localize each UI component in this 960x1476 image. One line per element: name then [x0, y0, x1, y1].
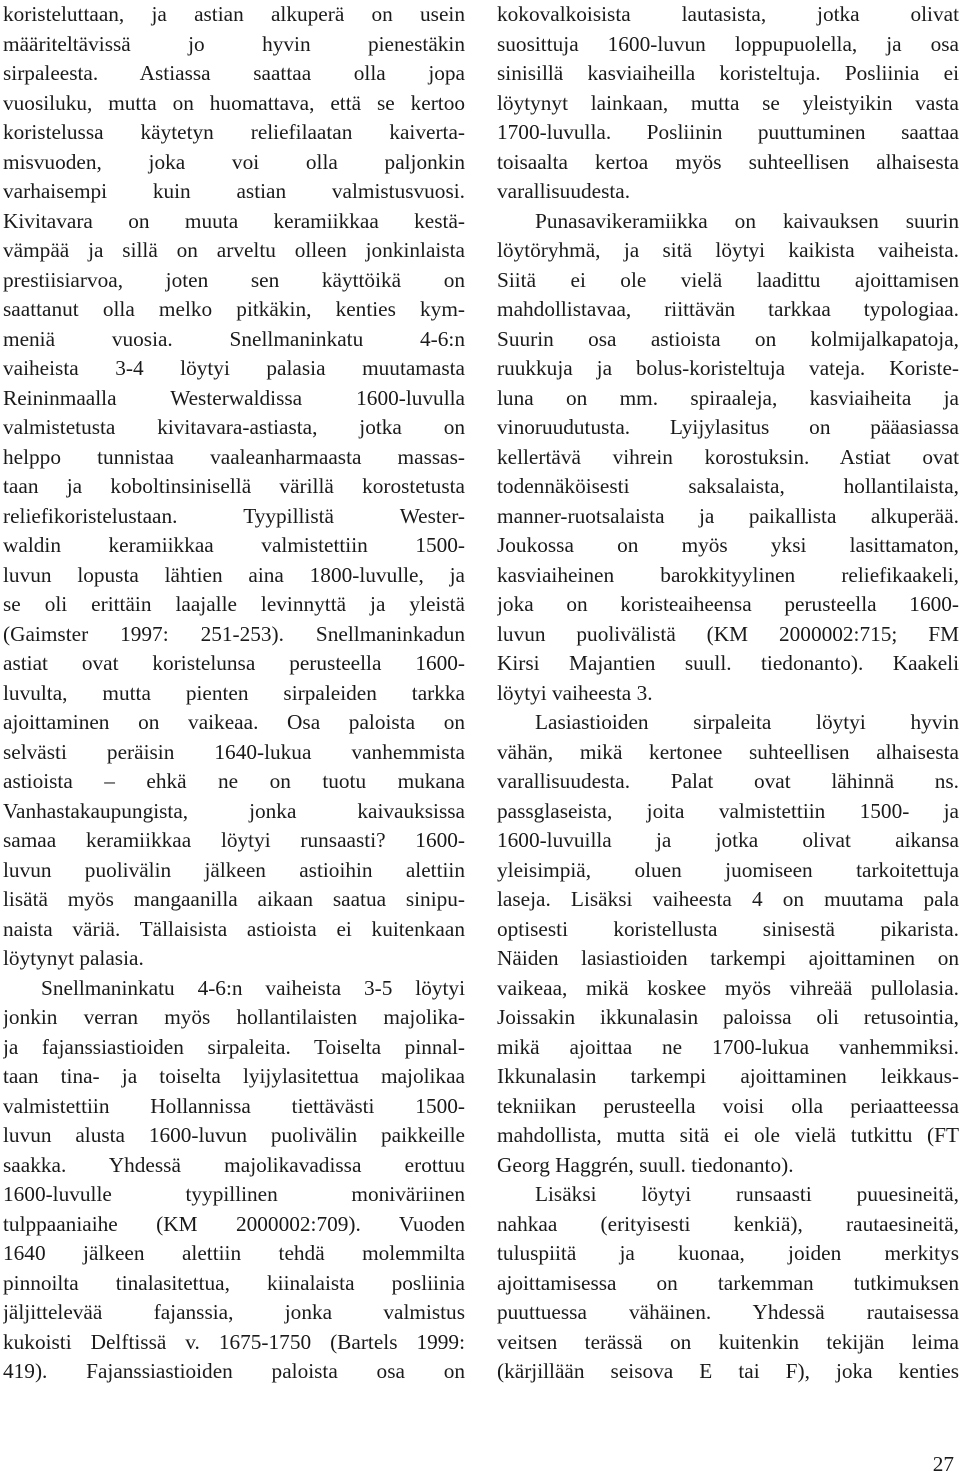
- text-line: Siitä ei ole vielä laadittu ajoittamisen: [497, 267, 959, 292]
- text-line: Reininmaalla Westerwaldissa 1600-luvulla: [3, 385, 465, 410]
- text-line: vämpää ja sillä on arveltu olleen jonkinlaista: [3, 238, 465, 262]
- text-line: helppo tunnistaa vaaleanharmaasta massas-: [3, 444, 465, 469]
- text-line: luna on mm. spiraaleja, kasviaiheita ja: [497, 385, 959, 410]
- text-line: Suurin osa astioista on kolmijalkapatoja,: [497, 326, 959, 351]
- text-line: 1640 jälkeen alettiin tehdä molemmilta: [3, 1241, 465, 1265]
- text-line: meniä vuosia. Snellmaninkatu 4-6:n: [3, 326, 465, 351]
- text-line: luvun alusta 1600-luvun puolivälin paikkeille: [3, 1123, 465, 1147]
- text-line: luvun puolivälin jälkeen astioihin alettiin: [3, 857, 465, 882]
- text-line: Kivitavara on muuta keramiikkaa kestä-: [3, 208, 465, 233]
- text-line: prestiisiarvoa, joten sen käyttöikä on: [3, 267, 465, 292]
- text-line: selvästi peräisin 1640-lukua vanhemmista: [3, 739, 465, 764]
- text-line: joka on koristeaiheensa perusteella 1600-: [497, 592, 959, 616]
- text-line: luvun puolivälistä (KM 2000002:715; FM: [497, 621, 959, 646]
- text-line: luvulta, mutta pienten sirpaleiden tarkka: [3, 680, 465, 705]
- text-line: manner-ruotsalaista ja paikallista alkuperää.: [497, 503, 959, 528]
- text-line: tuluspiitä ja kuonaa, joiden merkitys: [497, 1241, 959, 1265]
- text-line: vinoruudutusta. Lyijylasitus on pääasiassa: [497, 415, 959, 439]
- text-line: ja fajanssiastioiden sirpaleita. Toiselta pinnal-: [3, 1034, 465, 1059]
- text-line: vuosiluku, mutta on huomattava, että se kertoo: [3, 90, 465, 115]
- text-line: vaiheista 3-4 löytyi palasia muutamasta: [3, 356, 465, 380]
- text-line: (Gaimster 1997: 251-253). Snellmaninkadun: [3, 621, 465, 646]
- text-line: yleisimpiä, oluen juomiseen tarkoitettuja: [497, 857, 959, 882]
- text-line: waldin keramiikkaa valmistettiin 1500-: [3, 533, 465, 557]
- text-line: löytynyt palasia.: [3, 946, 144, 970]
- text-line: varhaisempi kuin astian valmistusvuosi.: [3, 179, 465, 203]
- text-line: ajoittaminen on vaikeaa. Osa paloista on: [3, 710, 465, 734]
- page-number: 27: [932, 1452, 954, 1476]
- text-line: vaikeaa, mikä koskee myös vihreää pullolasia.: [497, 975, 959, 1000]
- text-line: Kirsi Majantien suull. tiedonanto). Kaakeli: [497, 651, 959, 675]
- text-line: laseja. Lisäksi vaiheesta 4 on muutama pala: [497, 887, 959, 911]
- text-line: (kärjillään seisova E tai F), joka kenties: [497, 1359, 959, 1383]
- text-line: saattanut olla melko pitkäkin, kenties kym-: [3, 297, 465, 321]
- text-line: valmistettiin Hollannissa tiettävästi 1500-: [3, 1093, 465, 1118]
- text-line: Joissakin ikkunalasin paloissa oli retusointia,: [497, 1005, 959, 1029]
- text-line: 1600-luvulle tyypillinen moniväriinen: [3, 1182, 465, 1206]
- text-line: Lisäksi löytyi runsaasti puuesineitä,: [535, 1182, 959, 1206]
- text-line: saakka. Yhdessä majolikavadissa erottuu: [3, 1152, 465, 1177]
- text-line: optisesti koristellusta sinisestä pikarista.: [497, 916, 959, 941]
- text-line: luvun lopusta lähtien aina 1800-luvulle, ja: [3, 562, 465, 587]
- text-line: lisätä myös mangaanilla aikaan saatua sinipu-: [3, 887, 465, 911]
- text-line: löytöryhmä, ja sitä löytyi kaikista vaiheista.: [497, 238, 959, 262]
- text-line: mikä ajoittaa ne 1700-lukua vanhemmiksi.: [497, 1034, 959, 1059]
- text-line: ruukkuja ja bolus-koristeltuja vateja. Koriste-: [497, 356, 959, 380]
- text-line: tekniikan perusteella voisi olla periaatteessa: [497, 1093, 959, 1118]
- text-line: kokovalkoisista lautasista, jotka olivat: [497, 2, 959, 26]
- text-line: Näiden lasiastioiden tarkempi ajoittaminen on: [497, 946, 959, 970]
- text-line: mahdollista, mutta sitä ei ole vielä tutkittu (FT: [497, 1123, 959, 1147]
- text-line: Georg Haggrén, suull. tiedonanto).: [497, 1152, 794, 1177]
- text-line: pinnoilta tinalasitettua, kiinalaista posliinia: [3, 1270, 465, 1295]
- text-line: Vanhastakaupungista, jonka kaivauksissa: [3, 798, 465, 823]
- text-line: ajoittamisessa on tarkemman tutkimuksen: [497, 1270, 959, 1295]
- text-line: sirpaleesta. Astiassa saattaa olla jopa: [3, 61, 465, 85]
- text-line: suosittuja 1600-luvun loppupuolella, ja osa: [497, 31, 959, 56]
- text-line: passglaseista, joita valmistettiin 1500- ja: [497, 798, 959, 823]
- text-line: löytynyt lainkaan, mutta se yleistyikin vasta: [497, 90, 959, 115]
- text-line: taan ja koboltinsinisellä värillä korostetusta: [3, 474, 465, 498]
- text-line: astioista – ehkä ne on tuotu mukana: [3, 769, 465, 793]
- text-line: kukoisti Delftissä v. 1675-1750 (Bartels 1999:: [3, 1329, 465, 1354]
- text-line: veitsen terässä on kuitenkin tekijän leima: [497, 1329, 959, 1354]
- text-line: nahkaa (erityisesti kenkiä), rautaesineitä,: [497, 1211, 959, 1236]
- text-line: sinisillä kasviaiheilla koristeltuja. Posliinia ei: [497, 61, 959, 85]
- left-text-column: [3, 0, 465, 1387]
- text-line: toisaalta kertoa myös suhteellisen alhaisesta: [497, 149, 959, 174]
- text-line: Snellmaninkatu 4-6:n vaiheista 3-5 löytyi: [41, 975, 465, 1000]
- text-line: astiat ovat koristelunsa perusteella 1600-: [3, 651, 465, 675]
- text-line: määriteltävissä jo hyvin pienestäkin: [3, 31, 465, 56]
- text-line: se oli erittäin laajalle levinnyttä ja yleistä: [3, 592, 465, 616]
- text-line: taan tina- ja toiselta lyijylasitettua majolikaa: [3, 1064, 465, 1088]
- text-line: samaa keramiikkaa löytyi runsaasti? 1600-: [3, 828, 465, 852]
- text-line: tulppaaniaihe (KM 2000002:709). Vuoden: [3, 1211, 465, 1236]
- text-line: löytyi vaiheesta 3.: [497, 680, 653, 705]
- text-line: valmistetusta kivitavara-astiasta, jotka on: [3, 415, 465, 439]
- text-line: 419). Fajanssiastioiden paloista osa on: [3, 1359, 465, 1383]
- text-line: Punasavikeramiikka on kaivauksen suurin: [535, 208, 959, 233]
- text-line: misvuoden, joka voi olla paljonkin: [3, 149, 465, 174]
- text-line: naista väriä. Tällaisista astioista ei kuitenkaan: [3, 916, 465, 941]
- text-line: koristelussa käytetyn reliefilaatan kaiverta-: [3, 120, 465, 144]
- text-line: kellertävä vihrein korostuksin. Astiat ovat: [497, 444, 959, 469]
- text-line: reliefikoristelustaan. Tyypillistä Wester-: [3, 503, 465, 528]
- text-line: todennäköisesti saksalaista, hollantilaista,: [497, 474, 959, 498]
- text-line: varallisuudesta. Palat ovat lähinnä ns.: [497, 769, 959, 793]
- text-line: 1600-luvuilla ja jotka olivat aikansa: [497, 828, 959, 852]
- text-line: jäljittelevää fajanssia, jonka valmistus: [3, 1300, 465, 1324]
- text-line: mahdollistavaa, riittävän tarkkaa typologiaa.: [497, 297, 959, 321]
- text-line: 1700-luvulla. Posliinin puuttuminen saattaa: [497, 120, 959, 144]
- right-text-column: [497, 0, 959, 1387]
- text-line: vähän, mikä kertonee suhteellisen alhaisesta: [497, 739, 959, 764]
- text-line: koristeluttaan, ja astian alkuperä on usein: [3, 2, 465, 26]
- text-line: Joukossa on myös yksi lasittamaton,: [497, 533, 959, 557]
- text-line: Lasiastioiden sirpaleita löytyi hyvin: [535, 710, 959, 734]
- text-line: Ikkunalasin tarkempi ajoittaminen leikkaus-: [497, 1064, 959, 1088]
- text-line: jonkin verran myös hollantilaisten majolika-: [3, 1005, 465, 1029]
- text-line: varallisuudesta.: [497, 179, 631, 203]
- text-line: puuttuessa vähäinen. Yhdessä rautaisessa: [497, 1300, 959, 1324]
- text-line: kasviaiheinen barokkityylinen reliefikaakeli,: [497, 562, 959, 587]
